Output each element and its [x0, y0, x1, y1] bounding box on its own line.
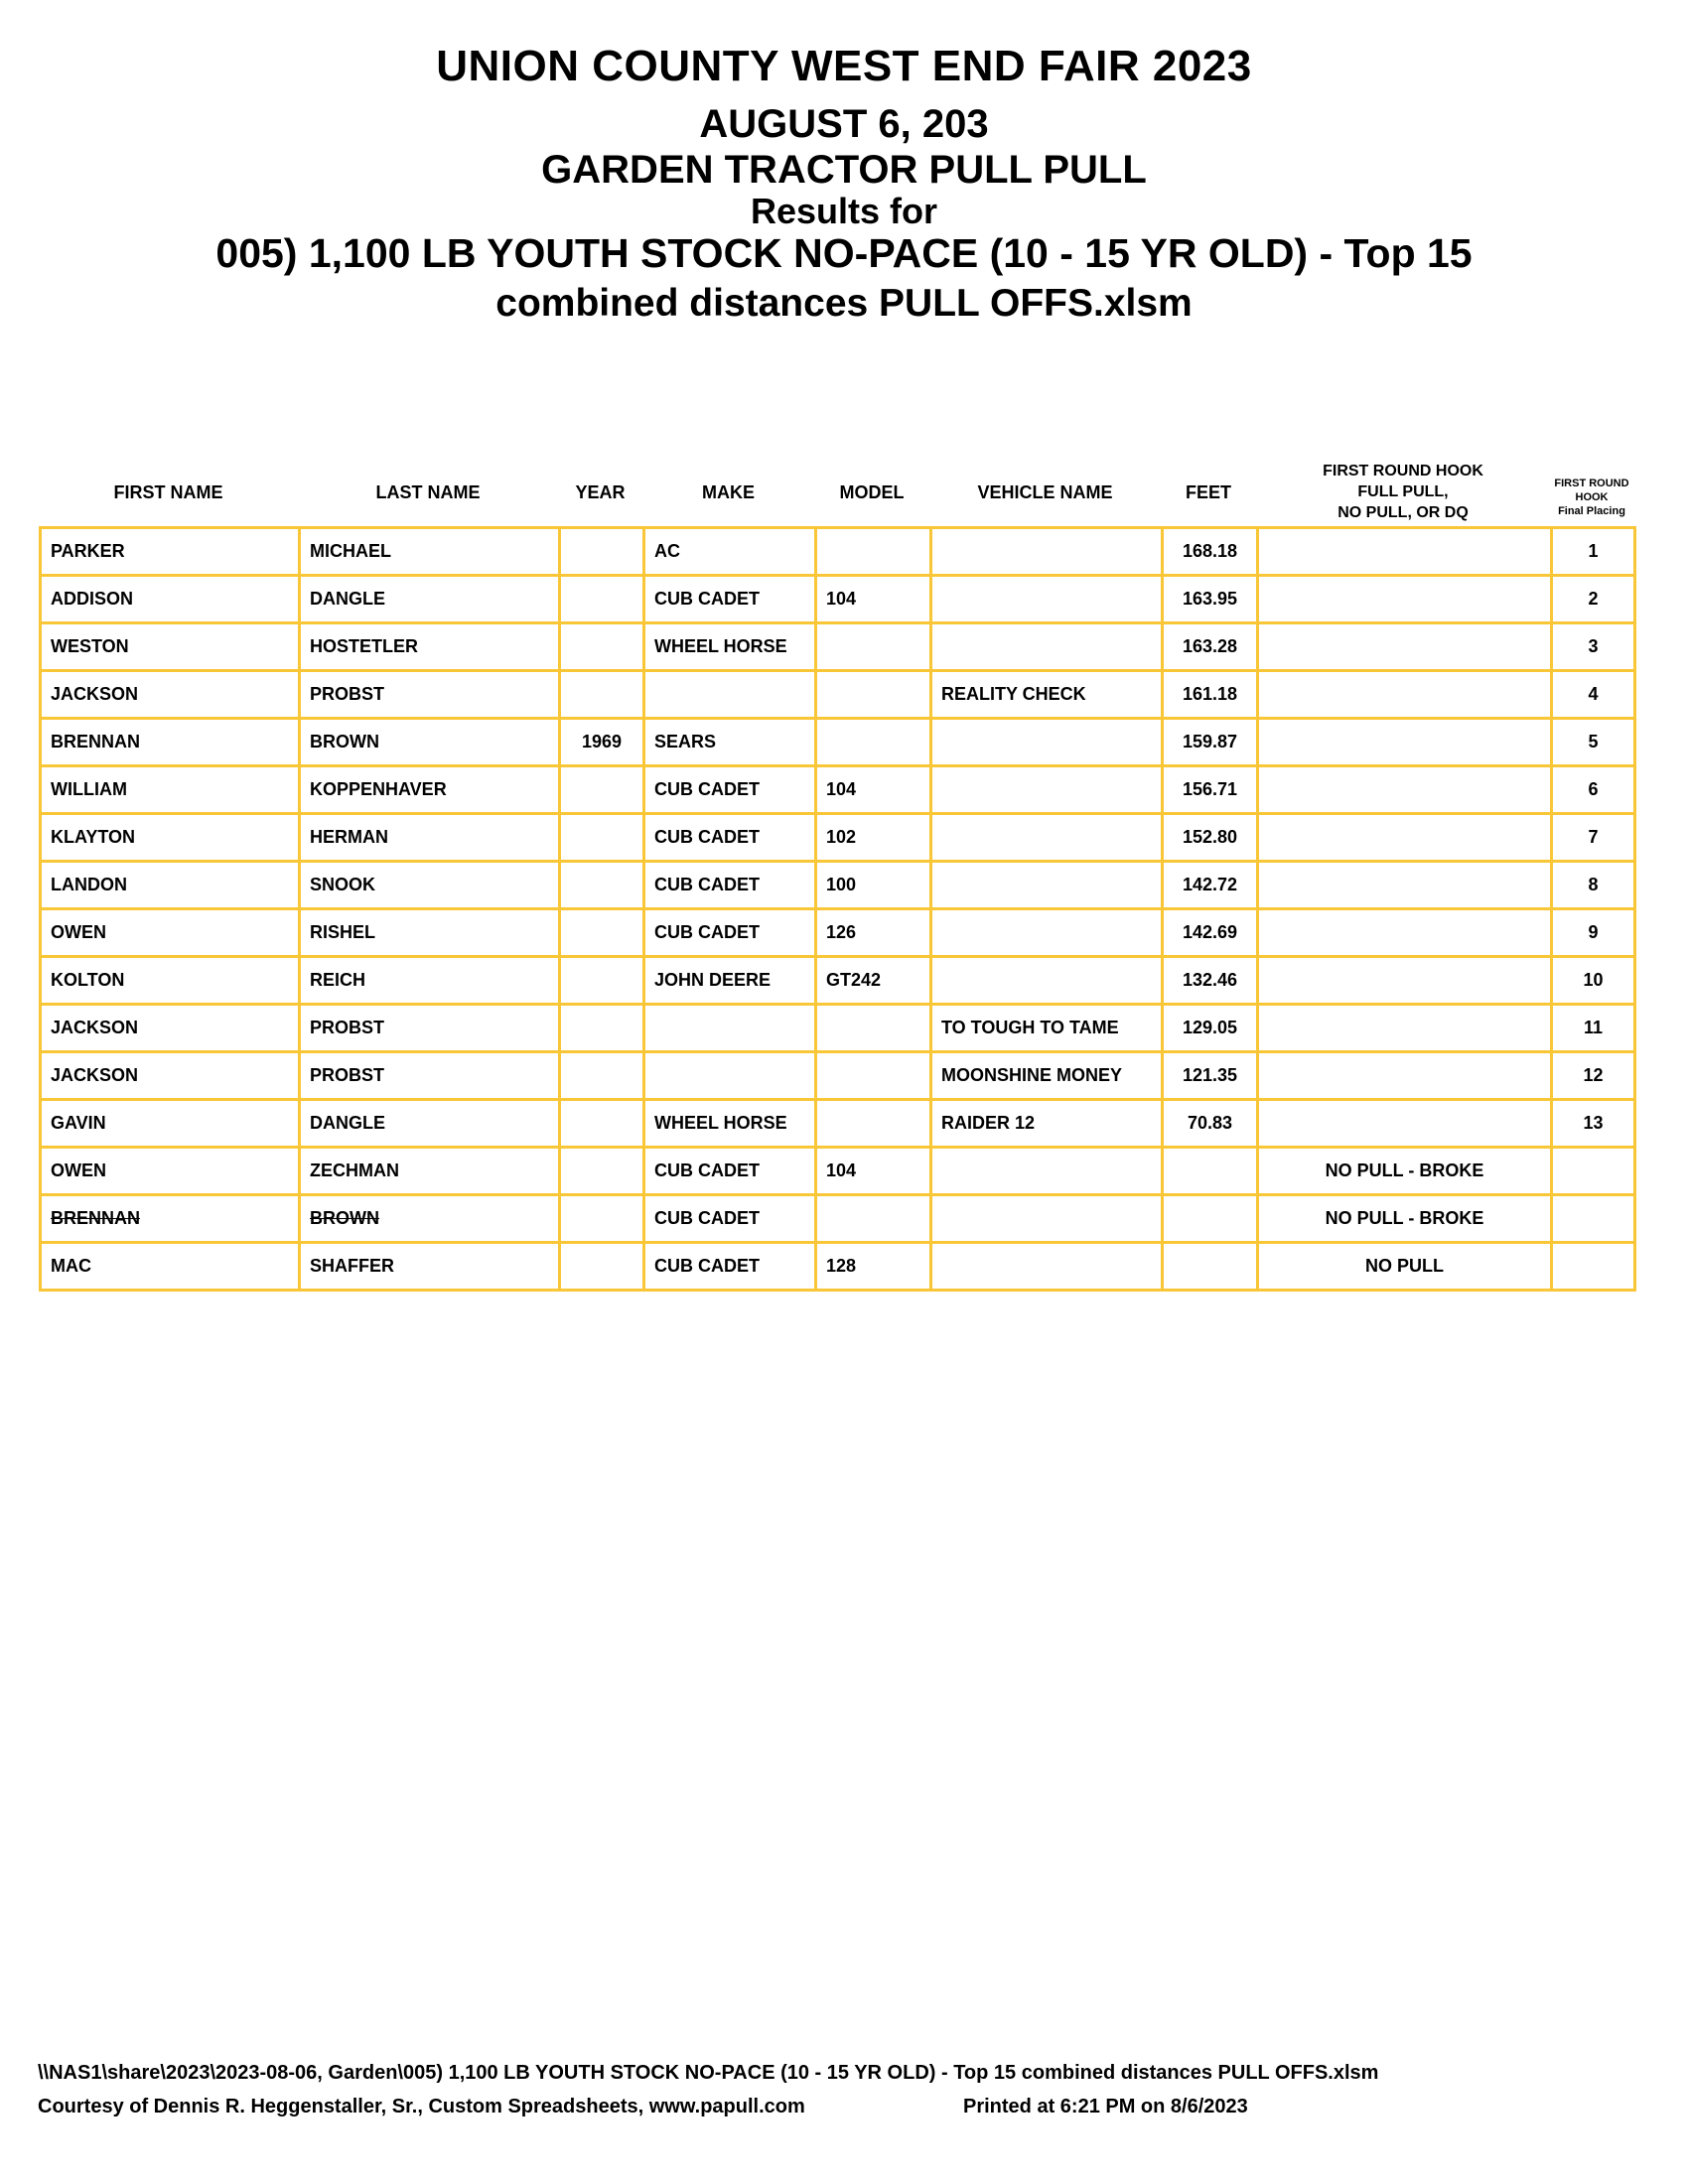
cell-hook-result [1258, 862, 1552, 909]
table-row [41, 766, 1635, 814]
cell-vehicle-name [931, 766, 1163, 814]
table-row [41, 528, 1635, 576]
cell-feet: 132.46 [1163, 957, 1258, 1005]
cell-last-name: KOPPENHAVER [300, 766, 560, 814]
cell-first-name: WILLIAM [41, 766, 300, 814]
cell-make: CUB CADET [644, 1243, 816, 1291]
cell-make: WHEEL HORSE [644, 1100, 816, 1148]
header-hook-line3: NO PULL, OR DQ [1337, 504, 1469, 521]
cell-vehicle-name [931, 957, 1163, 1005]
cell-first-name: OWEN [41, 909, 300, 957]
cell-year [560, 528, 644, 576]
cell-model [816, 528, 931, 576]
footer-courtesy: Courtesy of Dennis R. Heggenstaller, Sr., Custom Spreadsheets, www.papull.com [38, 2096, 805, 2117]
cell-vehicle-name [931, 623, 1163, 671]
cell-year [560, 671, 644, 719]
cell-make [644, 1052, 816, 1100]
cell-hook-result [1258, 671, 1552, 719]
cell-year [560, 1195, 644, 1243]
cell-hook-result [1258, 1052, 1552, 1100]
table-row [41, 909, 1635, 957]
cell-hook-result [1258, 957, 1552, 1005]
cell-first-name: BRENNAN [41, 719, 300, 766]
header-placing-line3: Final Placing [1558, 505, 1625, 517]
cell-year [560, 814, 644, 862]
header-vehicle-name: VEHICLE NAME [977, 482, 1113, 502]
cell-first-name: MAC [41, 1243, 300, 1291]
cell-feet: 129.05 [1163, 1005, 1258, 1052]
table-row [41, 1243, 1635, 1291]
cell-make: CUB CADET [644, 814, 816, 862]
cell-year [560, 1243, 644, 1291]
cell-make: JOHN DEERE [644, 957, 816, 1005]
cell-year: 1969 [560, 719, 644, 766]
cell-first-name: JACKSON [41, 1052, 300, 1100]
cell-hook-result [1258, 623, 1552, 671]
cell-last-name: ZECHMAN [300, 1148, 560, 1195]
cell-last-name: BROWN [300, 1195, 560, 1243]
cell-vehicle-name [931, 1195, 1163, 1243]
footer-file-path: \\NAS1\share\2023\2023-08-06, Garden\005) 1,100 LB YOUTH STOCK NO-PACE (10 - 15 YR OLD) - Top 15 combined distances PULL OFFS.xlsm [38, 2062, 1379, 2084]
cell-year [560, 1100, 644, 1148]
cell-year [560, 909, 644, 957]
cell-make: CUB CADET [644, 576, 816, 623]
header-first-name: FIRST NAME [113, 482, 223, 502]
cell-model: 102 [816, 814, 931, 862]
cell-vehicle-name [931, 814, 1163, 862]
cell-model [816, 1195, 931, 1243]
cell-hook-result: NO PULL - BROKE [1258, 1195, 1552, 1243]
cell-vehicle-name [931, 909, 1163, 957]
cell-first-name: LANDON [41, 862, 300, 909]
cell-year [560, 1052, 644, 1100]
cell-hook-result [1258, 1005, 1552, 1052]
cell-vehicle-name [931, 719, 1163, 766]
cell-final-placing: 13 [1552, 1100, 1635, 1148]
cell-model: 100 [816, 862, 931, 909]
cell-model: 104 [816, 1148, 931, 1195]
cell-first-name: KLAYTON [41, 814, 300, 862]
cell-first-name: ADDISON [41, 576, 300, 623]
cell-hook-result: NO PULL - BROKE [1258, 1148, 1552, 1195]
cell-make: CUB CADET [644, 766, 816, 814]
cell-first-name: GAVIN [41, 1100, 300, 1148]
header-hook-line2: FULL PULL, [1357, 483, 1449, 500]
cell-final-placing: 4 [1552, 671, 1635, 719]
cell-hook-result [1258, 1100, 1552, 1148]
cell-final-placing: 12 [1552, 1052, 1635, 1100]
table-header-row [39, 440, 1633, 525]
cell-feet [1163, 1195, 1258, 1243]
cell-vehicle-name: REALITY CHECK [931, 671, 1163, 719]
event-name: GARDEN TRACTOR PULL PULL [541, 148, 1147, 192]
results-table [39, 526, 1636, 1292]
cell-feet [1163, 1148, 1258, 1195]
cell-feet: 168.18 [1163, 528, 1258, 576]
cell-final-placing: 9 [1552, 909, 1635, 957]
cell-vehicle-name [931, 862, 1163, 909]
cell-year [560, 1148, 644, 1195]
header-placing-line1: FIRST ROUND [1554, 478, 1629, 489]
header-hook-line1: FIRST ROUND HOOK [1323, 463, 1483, 479]
cell-model: 104 [816, 766, 931, 814]
table-row [41, 671, 1635, 719]
cell-last-name: HERMAN [300, 814, 560, 862]
table-row [41, 1148, 1635, 1195]
cell-vehicle-name: TO TOUGH TO TAME [931, 1005, 1163, 1052]
cell-last-name: BROWN [300, 719, 560, 766]
table-row [41, 1005, 1635, 1052]
cell-year [560, 766, 644, 814]
cell-hook-result [1258, 766, 1552, 814]
cell-feet [1163, 1243, 1258, 1291]
event-date: AUGUST 6, 203 [699, 102, 989, 146]
cell-hook-result [1258, 909, 1552, 957]
cell-vehicle-name [931, 528, 1163, 576]
cell-model [816, 671, 931, 719]
cell-final-placing: 5 [1552, 719, 1635, 766]
cell-model [816, 719, 931, 766]
header-first-round-hook [1256, 461, 1550, 525]
cell-hook-result [1258, 814, 1552, 862]
header-year: YEAR [575, 482, 626, 502]
cell-final-placing [1552, 1148, 1635, 1195]
table-row [41, 623, 1635, 671]
cell-last-name: PROBST [300, 1005, 560, 1052]
cell-final-placing: 1 [1552, 528, 1635, 576]
cell-year [560, 1005, 644, 1052]
cell-last-name: PROBST [300, 1052, 560, 1100]
cell-vehicle-name: MOONSHINE MONEY [931, 1052, 1163, 1100]
cell-final-placing: 11 [1552, 1005, 1635, 1052]
cell-last-name: MICHAEL [300, 528, 560, 576]
cell-model: 126 [816, 909, 931, 957]
page-title: UNION COUNTY WEST END FAIR 2023 [436, 42, 1252, 90]
header-last-name: LAST NAME [375, 482, 481, 502]
cell-make: AC [644, 528, 816, 576]
cell-model [816, 1052, 931, 1100]
cell-make: CUB CADET [644, 1195, 816, 1243]
cell-make: WHEEL HORSE [644, 623, 816, 671]
cell-make [644, 1005, 816, 1052]
cell-last-name: REICH [300, 957, 560, 1005]
table-row [41, 576, 1635, 623]
cell-make: CUB CADET [644, 862, 816, 909]
cell-last-name: PROBST [300, 671, 560, 719]
cell-last-name: DANGLE [300, 1100, 560, 1148]
cell-feet: 161.18 [1163, 671, 1258, 719]
header-model: MODEL [839, 482, 905, 502]
cell-model: 128 [816, 1243, 931, 1291]
cell-final-placing: 8 [1552, 862, 1635, 909]
cell-make: CUB CADET [644, 909, 816, 957]
table-row [41, 1100, 1635, 1148]
cell-first-name: OWEN [41, 1148, 300, 1195]
cell-feet: 163.28 [1163, 623, 1258, 671]
class-subtitle: combined distances PULL OFFS.xlsm [495, 282, 1193, 325]
cell-make: CUB CADET [644, 1148, 816, 1195]
cell-model: 104 [816, 576, 931, 623]
cell-feet: 163.95 [1163, 576, 1258, 623]
cell-last-name: DANGLE [300, 576, 560, 623]
cell-last-name: SNOOK [300, 862, 560, 909]
cell-model [816, 623, 931, 671]
cell-first-name: JACKSON [41, 1005, 300, 1052]
table-row [41, 1195, 1635, 1243]
header-placing-line2: HOOK [1575, 491, 1609, 503]
cell-vehicle-name [931, 1148, 1163, 1195]
table-row [41, 862, 1635, 909]
cell-first-name: WESTON [41, 623, 300, 671]
page-footer [38, 2063, 1650, 2130]
header-feet: FEET [1185, 482, 1231, 502]
cell-hook-result [1258, 719, 1552, 766]
class-title: 005) 1,100 LB YOUTH STOCK NO-PACE (10 - 15 YR OLD) - Top 15 [215, 230, 1473, 276]
cell-vehicle-name [931, 576, 1163, 623]
cell-feet: 70.83 [1163, 1100, 1258, 1148]
header-make: MAKE [702, 482, 755, 502]
cell-feet: 142.69 [1163, 909, 1258, 957]
results-for-label: Results for [750, 191, 938, 231]
cell-feet: 152.80 [1163, 814, 1258, 862]
footer-printed-timestamp: Printed at 6:21 PM on 8/6/2023 [963, 2096, 1248, 2117]
cell-feet: 156.71 [1163, 766, 1258, 814]
cell-last-name: HOSTETLER [300, 623, 560, 671]
cell-year [560, 957, 644, 1005]
cell-vehicle-name: RAIDER 12 [931, 1100, 1163, 1148]
table-row [41, 957, 1635, 1005]
cell-model: GT242 [816, 957, 931, 1005]
cell-model [816, 1100, 931, 1148]
cell-hook-result [1258, 528, 1552, 576]
cell-make: SEARS [644, 719, 816, 766]
cell-make [644, 671, 816, 719]
cell-feet: 142.72 [1163, 862, 1258, 909]
cell-first-name: BRENNAN [41, 1195, 300, 1243]
cell-first-name: JACKSON [41, 671, 300, 719]
cell-hook-result [1258, 576, 1552, 623]
cell-final-placing: 3 [1552, 623, 1635, 671]
cell-final-placing: 7 [1552, 814, 1635, 862]
cell-year [560, 623, 644, 671]
cell-first-name: PARKER [41, 528, 300, 576]
table-row [41, 719, 1635, 766]
cell-final-placing: 6 [1552, 766, 1635, 814]
header-final-placing [1550, 477, 1633, 525]
table-row [41, 814, 1635, 862]
cell-final-placing [1552, 1243, 1635, 1291]
cell-year [560, 576, 644, 623]
cell-model [816, 1005, 931, 1052]
cell-last-name: RISHEL [300, 909, 560, 957]
cell-last-name: SHAFFER [300, 1243, 560, 1291]
cell-feet: 159.87 [1163, 719, 1258, 766]
cell-feet: 121.35 [1163, 1052, 1258, 1100]
cell-year [560, 862, 644, 909]
cell-first-name: KOLTON [41, 957, 300, 1005]
cell-final-placing: 2 [1552, 576, 1635, 623]
cell-hook-result: NO PULL [1258, 1243, 1552, 1291]
title-block [0, 0, 1688, 323]
cell-final-placing: 10 [1552, 957, 1635, 1005]
cell-vehicle-name [931, 1243, 1163, 1291]
table-row [41, 1052, 1635, 1100]
cell-final-placing [1552, 1195, 1635, 1243]
